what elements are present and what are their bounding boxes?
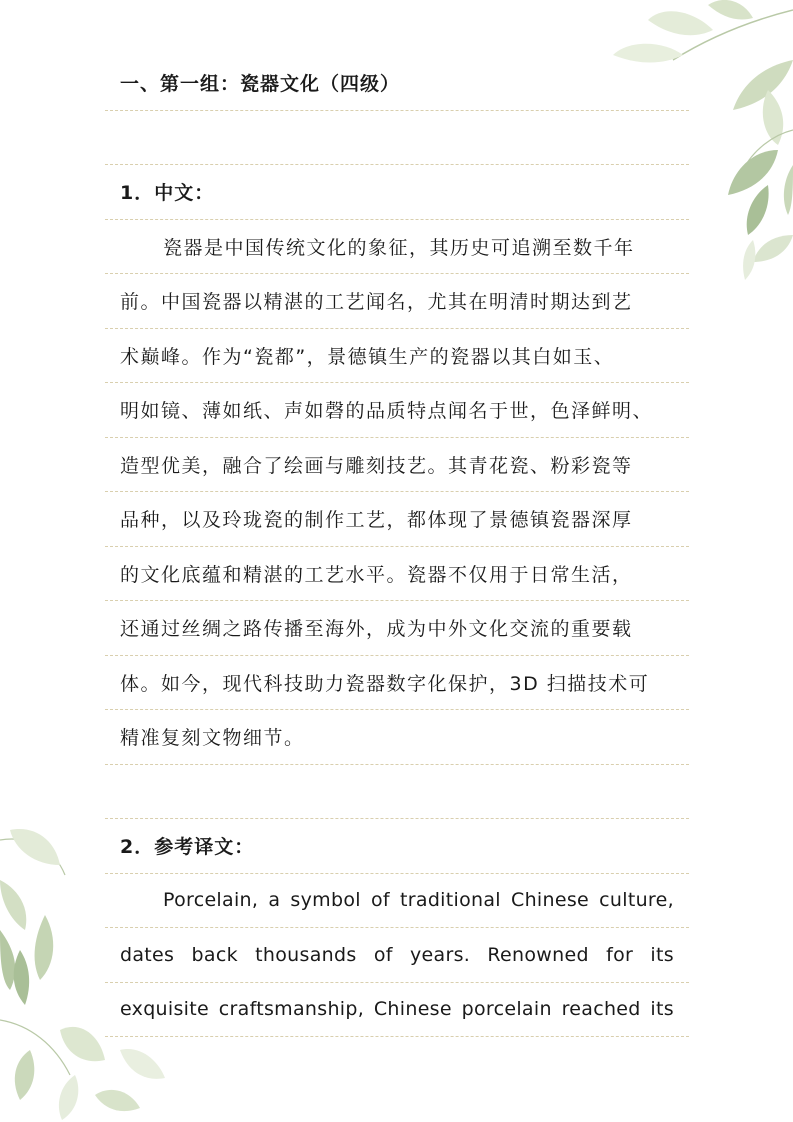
chinese-text-line: 瓷器是中国传统文化的象征，其历史可追溯至数千年 (105, 220, 689, 275)
english-word: its (650, 998, 674, 1021)
section-title: 一、第一组：瓷器文化（四级） (105, 56, 689, 111)
chinese-text-line: 精准复刻文物细节。 (105, 710, 689, 765)
chinese-text-line: 前。中国瓷器以精湛的工艺闻名，尤其在明清时期达到艺 (105, 274, 689, 329)
english-word: thousands (255, 943, 357, 966)
english-word: Chinese (511, 889, 590, 912)
chinese-text-line: 造型优美，融合了绘画与雕刻技艺。其青花瓷、粉彩瓷等 (105, 438, 689, 493)
english-word: Renowned (487, 943, 589, 966)
english-word: for (606, 943, 634, 966)
english-word: of (370, 889, 390, 912)
english-word: dates (120, 943, 175, 966)
chinese-text-line: 还通过丝绸之路传播至海外，成为中外文化交流的重要载 (105, 601, 689, 656)
english-word: a (268, 889, 281, 912)
english-word: years. (410, 943, 471, 966)
english-word: culture, (599, 889, 674, 912)
chinese-text-line: 体。如今，现代科技助力瓷器数字化保护，3D 扫描技术可 (105, 656, 689, 711)
english-text-line (105, 928, 689, 983)
english-word: exquisite (120, 998, 209, 1021)
english-word: reached (561, 998, 641, 1021)
english-word: back (191, 943, 238, 966)
english-text-line (105, 983, 689, 1038)
chinese-text-line: 品种，以及玲珑瓷的制作工艺，都体现了景德镇瓷器深厚 (105, 492, 689, 547)
chinese-heading: 1．中文： (105, 165, 689, 220)
english-word: craftsmanship, (218, 998, 365, 1021)
english-word: Porcelain, (163, 889, 259, 912)
english-word: of (373, 943, 393, 966)
blank-line (105, 765, 689, 820)
english-word: its (650, 943, 674, 966)
chinese-text-line: 的文化底蕴和精湛的工艺水平。瓷器不仅用于日常生活， (105, 547, 689, 602)
english-word: traditional (400, 889, 501, 912)
english-word: symbol (290, 889, 361, 912)
english-heading: 2．参考译文： (105, 819, 689, 874)
chinese-text-line: 明如镜、薄如纸、声如磬的品质特点闻名于世，色泽鲜明、 (105, 383, 689, 438)
document-body (105, 56, 689, 1037)
blank-line (105, 111, 689, 166)
english-word: porcelain (461, 998, 552, 1021)
english-word: Chinese (373, 998, 452, 1021)
english-text-line (105, 874, 689, 929)
chinese-text-line: 术巅峰。作为“瓷都”，景德镇生产的瓷器以其白如玉、 (105, 329, 689, 384)
